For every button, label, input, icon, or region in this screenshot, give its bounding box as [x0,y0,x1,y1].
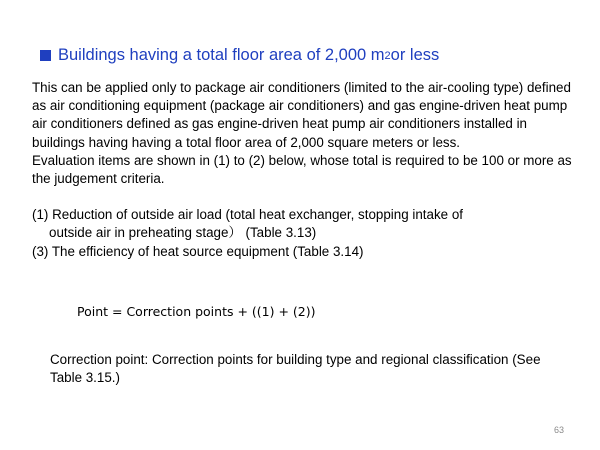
item-1-line-1: (1) Reduction of outside air load (total heat exchanger, stopping intake of [32,207,464,223]
square-bullet-icon [40,50,51,61]
paragraph-evaluation: Evaluation items are shown in (1) to (2) below, whose total is required to be 100 or more as the judgement criteria. [32,152,572,187]
item-3-line-1: (3) The efficiency of heat source equipment (Table 3.14) [32,243,364,259]
point-formula: Point = Correction points + ((1) + (2)) [77,304,316,319]
heading-suffix: or less [390,46,440,64]
item-1-line-2: outside air in preheating stage） (Table 3.13) [49,225,317,241]
section-heading: Buildings having a total floor area of 2,000 m 2 or less [40,46,439,65]
body-text [32,79,572,261]
page-number: 63 [554,425,565,435]
correction-note: Correction point: Correction points for building type and regional classification (See Table 3.15.) [50,352,541,386]
paragraph-applicability: This can be applied only to package air conditioners (limited to the air-cooling type) defined as air conditioning equipment (package air conditioners) and gas engine-driven heat pump air conditioners defined as gas engine-driven heat pump air conditioners installed in buildings having having a total floor area of 2,000 square meters or less. [32,80,571,150]
heading-text: Buildings having a total floor area of 2,000 m [58,46,385,64]
